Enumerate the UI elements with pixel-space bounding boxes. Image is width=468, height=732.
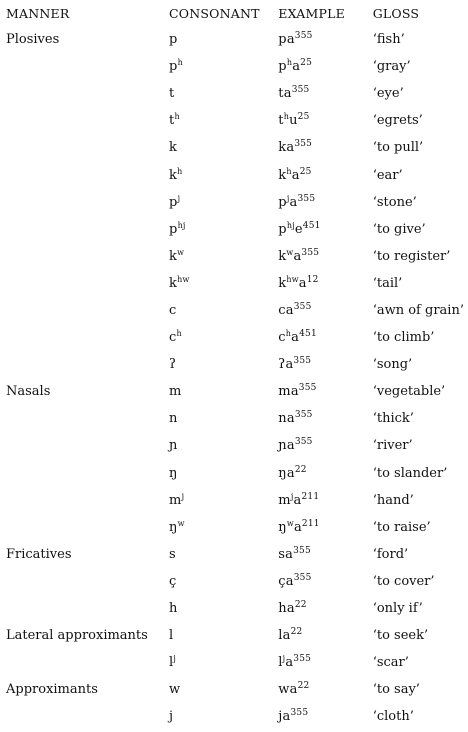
manner-cell	[6, 514, 169, 541]
example-cell	[278, 541, 372, 568]
tone-number: 355	[294, 31, 313, 42]
example-word: sa	[278, 546, 294, 562]
example-word: pa	[278, 32, 295, 48]
table-row	[6, 676, 464, 703]
example-word: ma	[278, 384, 299, 400]
table-row	[6, 134, 464, 161]
consonant-cell: c	[169, 302, 177, 318]
manner-cell	[6, 297, 169, 324]
consonant-cell: l	[169, 628, 174, 644]
example-cell	[278, 649, 372, 676]
gloss-cell: ‘ford’	[372, 546, 409, 562]
consonant-cell: ç	[169, 573, 177, 589]
tone-number: 355	[294, 437, 313, 448]
manner-cell	[6, 568, 169, 595]
example-cell	[278, 297, 372, 324]
gloss-cell: ‘cloth’	[372, 709, 414, 725]
example-cell	[278, 351, 372, 378]
manner-cell	[6, 216, 169, 243]
manner-cell	[6, 107, 169, 134]
example-word: $k^wa$	[278, 247, 302, 264]
example-cell	[278, 460, 372, 487]
tone-number: 22	[290, 627, 303, 638]
manner-cell	[6, 270, 169, 297]
header-manner: MANNER	[6, 5, 70, 21]
consonant-cell: $k^h$	[169, 166, 183, 183]
gloss-cell: ‘thick’	[372, 411, 414, 427]
table-row	[6, 595, 464, 622]
consonant-cell: $t^h$	[169, 112, 180, 129]
gloss-cell: ‘eye’	[372, 86, 404, 102]
table-row	[6, 26, 464, 53]
example-word: ça	[278, 573, 294, 589]
table-row	[6, 622, 464, 649]
example-word: $t^hu$	[278, 112, 298, 129]
example-word: ja	[278, 709, 291, 725]
table-row	[6, 297, 464, 324]
gloss-cell: ‘to seek’	[372, 628, 429, 644]
example-word: la	[278, 628, 291, 644]
manner-cell	[6, 432, 169, 459]
example-cell	[278, 622, 372, 649]
example-word: na	[278, 411, 295, 427]
tone-number: 355	[293, 572, 312, 583]
consonant-cell: $m^j$	[169, 491, 185, 508]
example-cell	[278, 26, 372, 53]
example-cell	[278, 189, 372, 216]
tone-number: 25	[299, 166, 312, 177]
table-body	[6, 26, 464, 730]
table-row	[6, 432, 464, 459]
example-cell	[278, 432, 372, 459]
manner-cell: Fricatives	[6, 546, 72, 562]
example-word: $p^ha$	[278, 58, 301, 75]
tone-number: 355	[293, 301, 312, 312]
manner-cell	[6, 161, 169, 188]
example-word: ɲa	[278, 438, 295, 454]
table-row	[6, 568, 464, 595]
tone-number: 355	[293, 356, 312, 367]
header-consonant: CONSONANT	[169, 5, 260, 21]
table-row	[6, 514, 464, 541]
consonant-cell: p	[169, 32, 178, 48]
manner-cell: Nasals	[6, 384, 51, 400]
example-word: $ŋ^wa$	[278, 518, 302, 535]
tone-number: 355	[290, 708, 309, 719]
tone-number: 451	[302, 220, 321, 231]
tone-number: 211	[301, 518, 320, 529]
tone-number: 25	[297, 112, 310, 123]
gloss-cell: ‘vegetable’	[372, 384, 446, 400]
manner-cell	[6, 595, 169, 622]
tone-number: 211	[301, 491, 320, 502]
tone-number: 355	[301, 247, 320, 258]
table-row	[6, 351, 464, 378]
example-cell	[278, 80, 372, 107]
gloss-cell: ‘to give’	[372, 221, 426, 237]
gloss-cell: ‘to climb’	[372, 330, 435, 346]
example-word: ʔa	[278, 357, 294, 373]
gloss-cell: ‘tail’	[372, 275, 403, 291]
gloss-cell: ‘to register’	[372, 248, 451, 264]
consonant-cell: $l^j$	[169, 654, 177, 671]
gloss-cell: ‘to raise’	[372, 519, 431, 535]
gloss-cell: ‘gray’	[372, 59, 411, 75]
tone-number: 25	[300, 58, 312, 69]
gloss-cell: ‘scar’	[372, 655, 409, 671]
gloss-cell: ‘song’	[372, 357, 413, 373]
manner-cell	[6, 324, 169, 351]
manner-cell: Lateral approximants	[6, 628, 148, 644]
example-cell	[278, 107, 372, 134]
consonant-cell: $p^{hj}$	[169, 220, 186, 237]
manner-cell	[6, 460, 169, 487]
tone-number: 22	[297, 681, 310, 692]
example-word: ha	[278, 601, 295, 617]
table-row	[6, 107, 464, 134]
tone-number: 12	[306, 274, 319, 285]
manner-cell	[6, 134, 169, 161]
table-header	[6, 0, 464, 26]
gloss-cell: ‘hand’	[372, 492, 414, 508]
consonant-cell: $p^h$	[169, 58, 183, 75]
example-cell	[278, 595, 372, 622]
table-row	[6, 324, 464, 351]
table-row	[6, 216, 464, 243]
header-gloss: GLOSS	[372, 5, 420, 21]
manner-cell	[6, 649, 169, 676]
gloss-cell: ‘stone’	[372, 194, 417, 210]
example-cell	[278, 703, 372, 730]
manner-cell	[6, 487, 169, 514]
consonant-cell: $k^w$	[169, 247, 185, 264]
example-cell	[278, 216, 372, 243]
tone-number: 355	[291, 85, 310, 96]
tone-number: 355	[294, 139, 313, 150]
example-cell	[278, 324, 372, 351]
example-cell	[278, 53, 372, 80]
example-word: $m^ja$	[278, 491, 302, 508]
example-word: ka	[278, 140, 295, 156]
manner-cell	[6, 53, 169, 80]
table-row	[6, 487, 464, 514]
manner-cell	[6, 80, 169, 107]
gloss-cell: ‘to cover’	[372, 573, 435, 589]
table-row	[6, 460, 464, 487]
example-word: $k^ha$	[278, 166, 300, 183]
example-cell	[278, 514, 372, 541]
example-word: ta	[278, 86, 292, 102]
consonant-cell: h	[169, 601, 178, 617]
header-example: EXAMPLE	[278, 5, 345, 21]
consonant-cell: j	[169, 709, 174, 725]
manner-cell	[6, 243, 169, 270]
example-word: ŋa	[278, 465, 295, 481]
tone-number: 355	[298, 383, 317, 394]
consonant-cell: w	[169, 682, 181, 698]
table-row	[6, 649, 464, 676]
example-word: $l^ja$	[278, 654, 294, 671]
table-row	[6, 189, 464, 216]
manner-cell	[6, 351, 169, 378]
table-row	[6, 703, 464, 730]
consonant-cell: ŋ	[169, 465, 178, 481]
gloss-cell: ‘to say’	[372, 682, 420, 698]
manner-cell	[6, 189, 169, 216]
consonant-cell: $ŋ^w$	[169, 518, 185, 535]
tone-number: 355	[297, 193, 316, 204]
example-cell	[278, 134, 372, 161]
consonant-cell: k	[169, 140, 178, 156]
gloss-cell: ‘river’	[372, 438, 413, 454]
table-row	[6, 243, 464, 270]
gloss-cell: ‘to pull’	[372, 140, 424, 156]
table-row	[6, 541, 464, 568]
example-cell	[278, 270, 372, 297]
gloss-cell: ‘only if’	[372, 601, 423, 617]
table-row	[6, 378, 464, 405]
table-row	[6, 53, 464, 80]
consonant-cell: s	[169, 546, 176, 562]
consonant-cell: $p^j$	[169, 193, 181, 210]
consonant-cell: $k^{hw}$	[169, 274, 190, 291]
tone-number: 451	[299, 329, 317, 340]
header-row	[6, 0, 464, 26]
consonant-table	[6, 0, 464, 730]
example-cell	[278, 568, 372, 595]
example-cell	[278, 161, 372, 188]
consonant-cell: n	[169, 411, 178, 427]
table-row	[6, 270, 464, 297]
example-cell	[278, 378, 372, 405]
example-word: wa	[278, 682, 298, 698]
manner-cell	[6, 703, 169, 730]
gloss-cell: ‘egrets’	[372, 113, 423, 129]
example-cell	[278, 243, 372, 270]
gloss-cell: ‘awn of grain’	[372, 302, 464, 318]
consonant-cell: ʔ	[169, 357, 177, 373]
gloss-cell: ‘to slander’	[372, 465, 448, 481]
example-word: $k^{hw}a$	[278, 274, 307, 291]
consonant-cell: t	[169, 86, 175, 102]
example-word: $c^ha$	[278, 329, 300, 346]
example-word: $p^ja$	[278, 193, 298, 210]
manner-cell	[6, 405, 169, 432]
example-cell	[278, 676, 372, 703]
tone-number: 22	[294, 600, 307, 611]
example-word: $p^{hj}e$	[278, 220, 303, 237]
tone-number: 355	[294, 410, 313, 421]
consonant-cell: $c^h$	[169, 329, 182, 346]
manner-cell: Plosives	[6, 32, 60, 48]
gloss-cell: ‘ear’	[372, 167, 403, 183]
example-cell	[278, 487, 372, 514]
manner-cell: Approximants	[6, 682, 98, 698]
tone-number: 22	[294, 464, 307, 475]
gloss-cell: ‘fish’	[372, 32, 405, 48]
table-row	[6, 80, 464, 107]
consonant-cell: m	[169, 384, 182, 400]
tone-number: 355	[293, 654, 312, 665]
tone-number: 355	[293, 545, 311, 556]
consonant-cell: ɲ	[169, 438, 178, 454]
example-cell	[278, 405, 372, 432]
table-row	[6, 405, 464, 432]
example-word: ca	[278, 302, 294, 318]
table-row	[6, 161, 464, 188]
